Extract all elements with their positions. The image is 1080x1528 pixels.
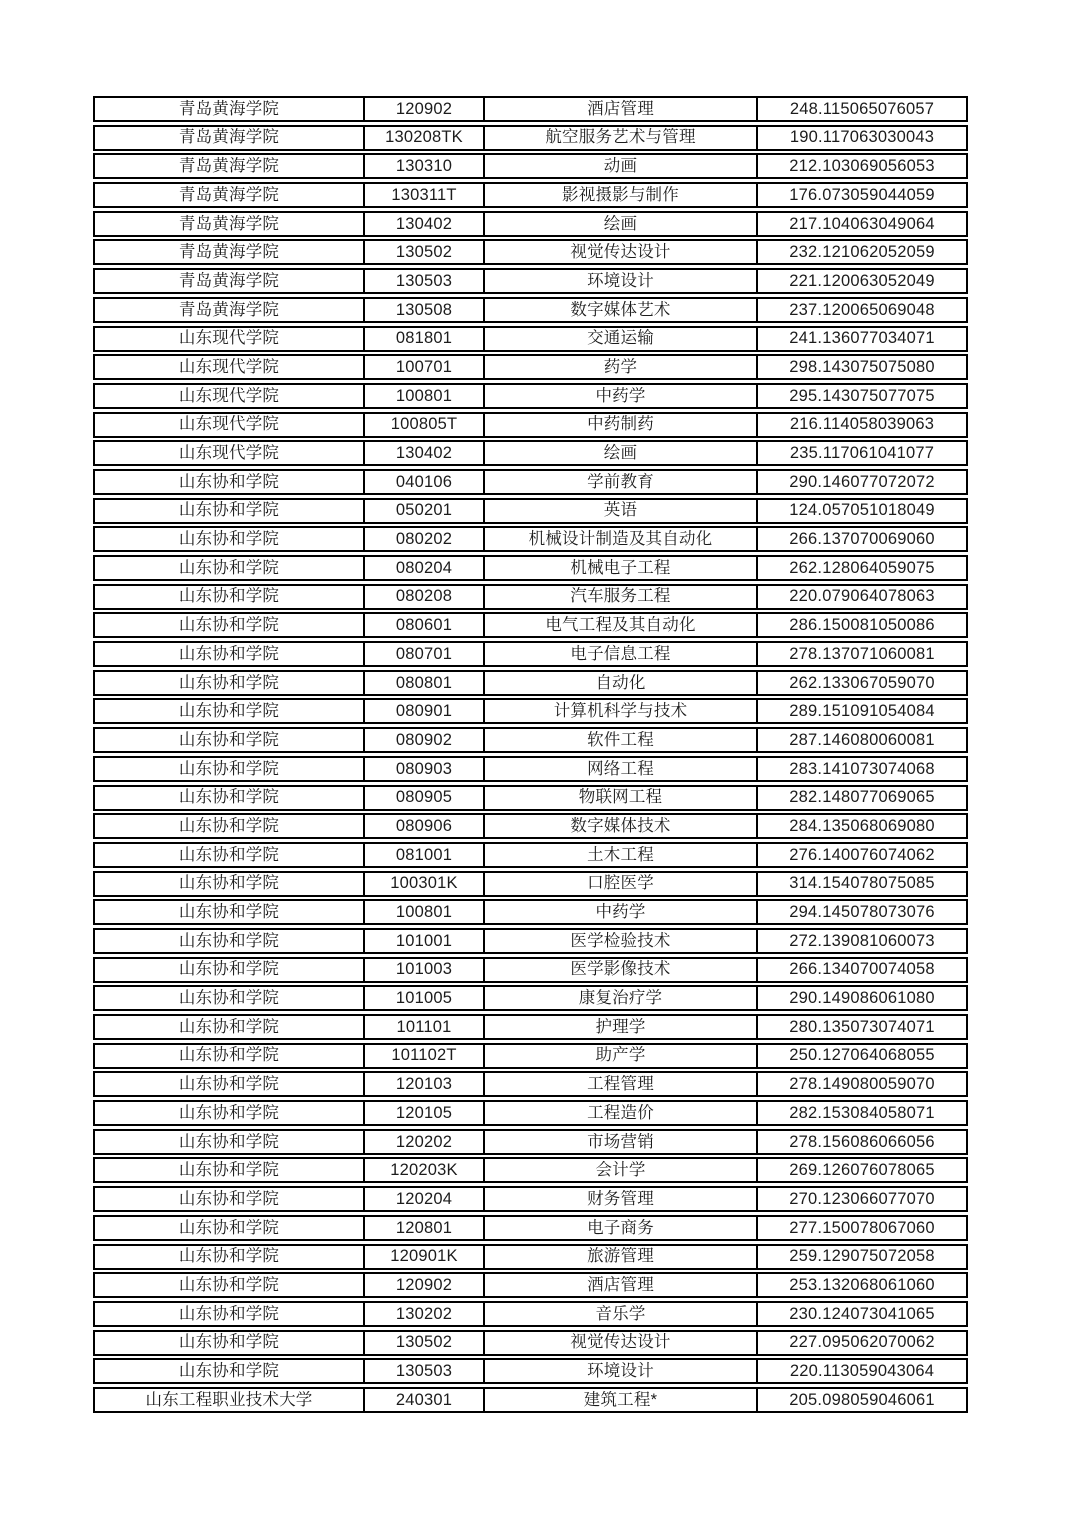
table-row	[93, 612, 968, 638]
code-cell: 120902	[365, 1274, 485, 1296]
score-cell: 284.135068069080	[789, 816, 935, 835]
table-row	[93, 641, 968, 667]
score-cell: 272.139081060073	[789, 931, 935, 950]
table-row	[93, 727, 968, 753]
score-cell: 262.128064059075	[789, 558, 935, 577]
table-row	[93, 383, 968, 409]
major-cell: 中药学	[485, 901, 758, 923]
college-cell: 山东协和学院	[95, 1274, 365, 1296]
college-cell: 山东现代学院	[95, 414, 365, 436]
score-cell: 232.121062052059	[789, 243, 935, 262]
college-cell: 山东协和学院	[95, 815, 365, 837]
code-cell: 101003	[365, 959, 485, 981]
college-cell: 山东协和学院	[95, 1073, 365, 1095]
table-row	[93, 555, 968, 581]
college-cell: 山东协和学院	[95, 586, 365, 608]
code-cell: 100701	[365, 356, 485, 378]
major-cell: 软件工程	[485, 729, 758, 751]
table-row	[93, 1129, 968, 1155]
table-row	[93, 1301, 968, 1327]
score-cell: 259.129075072058	[789, 1247, 935, 1266]
college-cell: 青岛黄海学院	[95, 98, 365, 120]
college-cell: 山东协和学院	[95, 930, 365, 952]
code-cell: 080903	[365, 758, 485, 780]
code-cell: 080905	[365, 787, 485, 809]
table-row	[93, 268, 968, 294]
table-row	[93, 871, 968, 897]
admission-scores-table	[93, 96, 968, 1413]
table-row	[93, 928, 968, 954]
code-cell: 050201	[365, 500, 485, 522]
code-cell: 081801	[365, 328, 485, 350]
table-row	[93, 842, 968, 868]
code-cell: 080701	[365, 643, 485, 665]
code-cell: 080901	[365, 700, 485, 722]
major-cell: 中药制药	[485, 414, 758, 436]
code-cell: 120103	[365, 1073, 485, 1095]
major-cell: 口腔医学	[485, 873, 758, 895]
college-cell: 山东协和学院	[95, 1016, 365, 1038]
score-cell: 266.134070074058	[789, 960, 935, 979]
college-cell: 山东协和学院	[95, 471, 365, 493]
major-cell: 音乐学	[485, 1303, 758, 1325]
college-cell: 山东协和学院	[95, 528, 365, 550]
major-cell: 汽车服务工程	[485, 586, 758, 608]
college-cell: 山东现代学院	[95, 442, 365, 464]
college-cell: 青岛黄海学院	[95, 241, 365, 263]
table-row	[93, 670, 968, 696]
code-cell: 080204	[365, 557, 485, 579]
code-cell: 040106	[365, 471, 485, 493]
score-cell: 205.098059046061	[789, 1390, 935, 1409]
table-row	[93, 584, 968, 610]
major-cell: 绘画	[485, 442, 758, 464]
code-cell: 120901K	[365, 1246, 485, 1268]
table-row	[93, 469, 968, 495]
code-cell: 120204	[365, 1188, 485, 1210]
table-row	[93, 1358, 968, 1384]
college-cell: 山东协和学院	[95, 643, 365, 665]
major-cell: 物联网工程	[485, 787, 758, 809]
score-cell: 190.117063030043	[789, 128, 935, 147]
table-row	[93, 785, 968, 811]
major-cell: 助产学	[485, 1045, 758, 1067]
table-row	[93, 1014, 968, 1040]
college-cell: 山东现代学院	[95, 385, 365, 407]
code-cell: 080902	[365, 729, 485, 751]
score-cell: 289.151091054084	[789, 702, 935, 721]
college-cell: 山东现代学院	[95, 328, 365, 350]
table-row	[93, 440, 968, 466]
score-cell: 253.132068061060	[789, 1275, 935, 1294]
score-cell: 124.057051018049	[789, 501, 935, 520]
score-cell: 266.137070069060	[789, 530, 935, 549]
major-cell: 机械设计制造及其自动化	[485, 528, 758, 550]
code-cell: 130503	[365, 1360, 485, 1382]
college-cell: 山东协和学院	[95, 729, 365, 751]
college-cell: 青岛黄海学院	[95, 270, 365, 292]
code-cell: 120105	[365, 1102, 485, 1124]
major-cell: 中药学	[485, 385, 758, 407]
college-cell: 青岛黄海学院	[95, 184, 365, 206]
code-cell: 080906	[365, 815, 485, 837]
college-cell: 山东协和学院	[95, 1188, 365, 1210]
score-cell: 235.117061041077	[789, 444, 935, 462]
score-cell: 262.133067059070	[789, 673, 935, 692]
major-cell: 机械电子工程	[485, 557, 758, 579]
score-cell: 294.145078073076	[789, 903, 935, 921]
major-cell: 医学检验技术	[485, 930, 758, 952]
major-cell: 土木工程	[485, 844, 758, 866]
college-cell: 山东协和学院	[95, 959, 365, 981]
code-cell: 130208TK	[365, 127, 485, 149]
college-cell: 山东协和学院	[95, 1102, 365, 1124]
code-cell: 130402	[365, 213, 485, 235]
college-cell: 山东协和学院	[95, 987, 365, 1009]
major-cell: 药学	[485, 356, 758, 378]
college-cell: 山东协和学院	[95, 614, 365, 636]
code-cell: 101101	[365, 1016, 485, 1038]
major-cell: 护理学	[485, 1016, 758, 1038]
college-cell: 青岛黄海学院	[95, 127, 365, 149]
major-cell: 数字媒体艺术	[485, 299, 758, 321]
major-cell: 动画	[485, 155, 758, 177]
code-cell: 080601	[365, 614, 485, 636]
score-cell: 280.135073074071	[789, 1017, 935, 1036]
table-row	[93, 211, 968, 237]
college-cell: 青岛黄海学院	[95, 155, 365, 177]
major-cell: 计算机科学与技术	[485, 700, 758, 722]
college-cell: 山东协和学院	[95, 1246, 365, 1268]
college-cell: 山东协和学院	[95, 672, 365, 694]
table-row	[93, 354, 968, 380]
college-cell: 山东现代学院	[95, 356, 365, 378]
college-cell: 青岛黄海学院	[95, 299, 365, 321]
college-cell: 山东协和学院	[95, 500, 365, 522]
code-cell: 081001	[365, 844, 485, 866]
code-cell: 120902	[365, 98, 485, 120]
table-row	[93, 957, 968, 983]
major-cell: 会计学	[485, 1159, 758, 1181]
table-row	[93, 125, 968, 151]
score-cell: 282.148077069065	[789, 788, 935, 807]
major-cell: 航空服务艺术与管理	[485, 127, 758, 149]
score-cell: 283.141073074068	[789, 759, 935, 778]
major-cell: 交通运输	[485, 328, 758, 350]
college-cell: 山东协和学院	[95, 873, 365, 895]
college-cell: 山东工程职业技术大学	[95, 1389, 365, 1411]
score-cell: 237.120065069048	[789, 300, 935, 319]
score-cell: 278.137071060081	[789, 644, 935, 663]
college-cell: 青岛黄海学院	[95, 213, 365, 235]
college-cell: 山东协和学院	[95, 557, 365, 579]
code-cell: 080801	[365, 672, 485, 694]
code-cell: 080208	[365, 586, 485, 608]
score-cell: 276.140076074062	[789, 845, 935, 864]
major-cell: 影视摄影与制作	[485, 184, 758, 206]
code-cell: 101005	[365, 987, 485, 1009]
score-cell: 290.149086061080	[789, 989, 935, 1008]
code-cell: 130310	[365, 155, 485, 177]
table-row	[93, 1244, 968, 1270]
score-cell: 217.104063049064	[789, 214, 935, 233]
major-cell: 视觉传达设计	[485, 1332, 758, 1354]
college-cell: 山东协和学院	[95, 1332, 365, 1354]
major-cell: 环境设计	[485, 270, 758, 292]
score-cell: 220.113059043064	[789, 1362, 935, 1380]
score-cell: 250.127064068055	[789, 1046, 935, 1065]
major-cell: 学前教育	[485, 471, 758, 493]
college-cell: 山东协和学院	[95, 901, 365, 923]
table-row	[93, 756, 968, 782]
major-cell: 电子商务	[485, 1217, 758, 1239]
code-cell: 100301K	[365, 873, 485, 895]
major-cell: 绘画	[485, 213, 758, 235]
score-cell: 278.149080059070	[789, 1075, 935, 1094]
score-cell: 269.126076078065	[789, 1161, 935, 1180]
major-cell: 财务管理	[485, 1188, 758, 1210]
major-cell: 网络工程	[485, 758, 758, 780]
major-cell: 英语	[485, 500, 758, 522]
score-cell: 216.114058039063	[789, 415, 935, 434]
table-row	[93, 412, 968, 438]
major-cell: 数字媒体技术	[485, 815, 758, 837]
code-cell: 100801	[365, 901, 485, 923]
major-cell: 市场营销	[485, 1131, 758, 1153]
major-cell: 环境设计	[485, 1360, 758, 1382]
table-row	[93, 239, 968, 265]
major-cell: 视觉传达设计	[485, 241, 758, 263]
score-cell: 314.154078075085	[789, 874, 935, 893]
score-cell: 176.073059044059	[789, 185, 935, 204]
major-cell: 康复治疗学	[485, 987, 758, 1009]
table-row	[93, 1100, 968, 1126]
score-cell: 298.143075075080	[789, 357, 935, 376]
major-cell: 旅游管理	[485, 1246, 758, 1268]
table-row	[93, 1071, 968, 1097]
code-cell: 101102T	[365, 1045, 485, 1067]
college-cell: 山东协和学院	[95, 1303, 365, 1325]
college-cell: 山东协和学院	[95, 1217, 365, 1239]
major-cell: 工程造价	[485, 1102, 758, 1124]
table-row	[93, 698, 968, 724]
code-cell: 240301	[365, 1389, 485, 1411]
code-cell: 130311T	[365, 184, 485, 206]
table-row	[93, 1215, 968, 1241]
table-row	[93, 96, 968, 122]
code-cell: 130508	[365, 299, 485, 321]
table-row	[93, 1043, 968, 1069]
score-cell: 270.123066077070	[789, 1189, 935, 1208]
major-cell: 建筑工程*	[485, 1389, 758, 1411]
score-cell: 287.146080060081	[789, 730, 935, 749]
major-cell: 自动化	[485, 672, 758, 694]
table-row	[93, 182, 968, 208]
major-cell: 工程管理	[485, 1073, 758, 1095]
table-row	[93, 498, 968, 524]
college-cell: 山东协和学院	[95, 700, 365, 722]
table-row	[93, 1330, 968, 1356]
code-cell: 130202	[365, 1303, 485, 1325]
code-cell: 101001	[365, 930, 485, 952]
code-cell: 100805T	[365, 414, 485, 436]
score-cell: 286.150081050086	[789, 616, 935, 635]
table-row	[93, 1186, 968, 1212]
code-cell: 130402	[365, 442, 485, 464]
score-cell: 278.156086066056	[789, 1132, 935, 1151]
college-cell: 山东协和学院	[95, 1045, 365, 1067]
major-cell: 电子信息工程	[485, 643, 758, 665]
table-row	[93, 1387, 968, 1413]
score-cell: 212.103069056053	[789, 157, 935, 176]
score-cell: 282.153084058071	[789, 1103, 935, 1122]
table-row	[93, 985, 968, 1011]
code-cell: 130502	[365, 1332, 485, 1354]
code-cell: 120202	[365, 1131, 485, 1153]
college-cell: 山东协和学院	[95, 844, 365, 866]
table-row	[93, 526, 968, 552]
score-cell: 295.143075077075	[789, 386, 935, 405]
table-row	[93, 899, 968, 925]
table-row	[93, 1272, 968, 1298]
major-cell: 电气工程及其自动化	[485, 614, 758, 636]
college-cell: 山东协和学院	[95, 1131, 365, 1153]
table-row	[93, 813, 968, 839]
code-cell: 130503	[365, 270, 485, 292]
table-row	[93, 153, 968, 179]
major-cell: 酒店管理	[485, 1274, 758, 1296]
table-row	[93, 297, 968, 323]
table-row	[93, 326, 968, 352]
college-cell: 山东协和学院	[95, 758, 365, 780]
table-row	[93, 1157, 968, 1183]
score-cell: 227.095062070062	[789, 1333, 935, 1352]
score-cell: 221.120063052049	[789, 271, 935, 290]
score-cell: 248.115065076057	[789, 99, 935, 118]
college-cell: 山东协和学院	[95, 787, 365, 809]
major-cell: 酒店管理	[485, 98, 758, 120]
code-cell: 080202	[365, 528, 485, 550]
code-cell: 120801	[365, 1217, 485, 1239]
major-cell: 医学影像技术	[485, 959, 758, 981]
score-cell: 241.136077034071	[789, 329, 935, 348]
code-cell: 100801	[365, 385, 485, 407]
score-cell: 277.150078067060	[789, 1218, 935, 1237]
score-cell: 290.146077072072	[789, 472, 935, 491]
score-cell: 230.124073041065	[789, 1304, 935, 1323]
score-cell: 220.079064078063	[789, 587, 935, 606]
college-cell: 山东协和学院	[95, 1159, 365, 1181]
code-cell: 130502	[365, 241, 485, 263]
code-cell: 120203K	[365, 1159, 485, 1181]
college-cell: 山东协和学院	[95, 1360, 365, 1382]
